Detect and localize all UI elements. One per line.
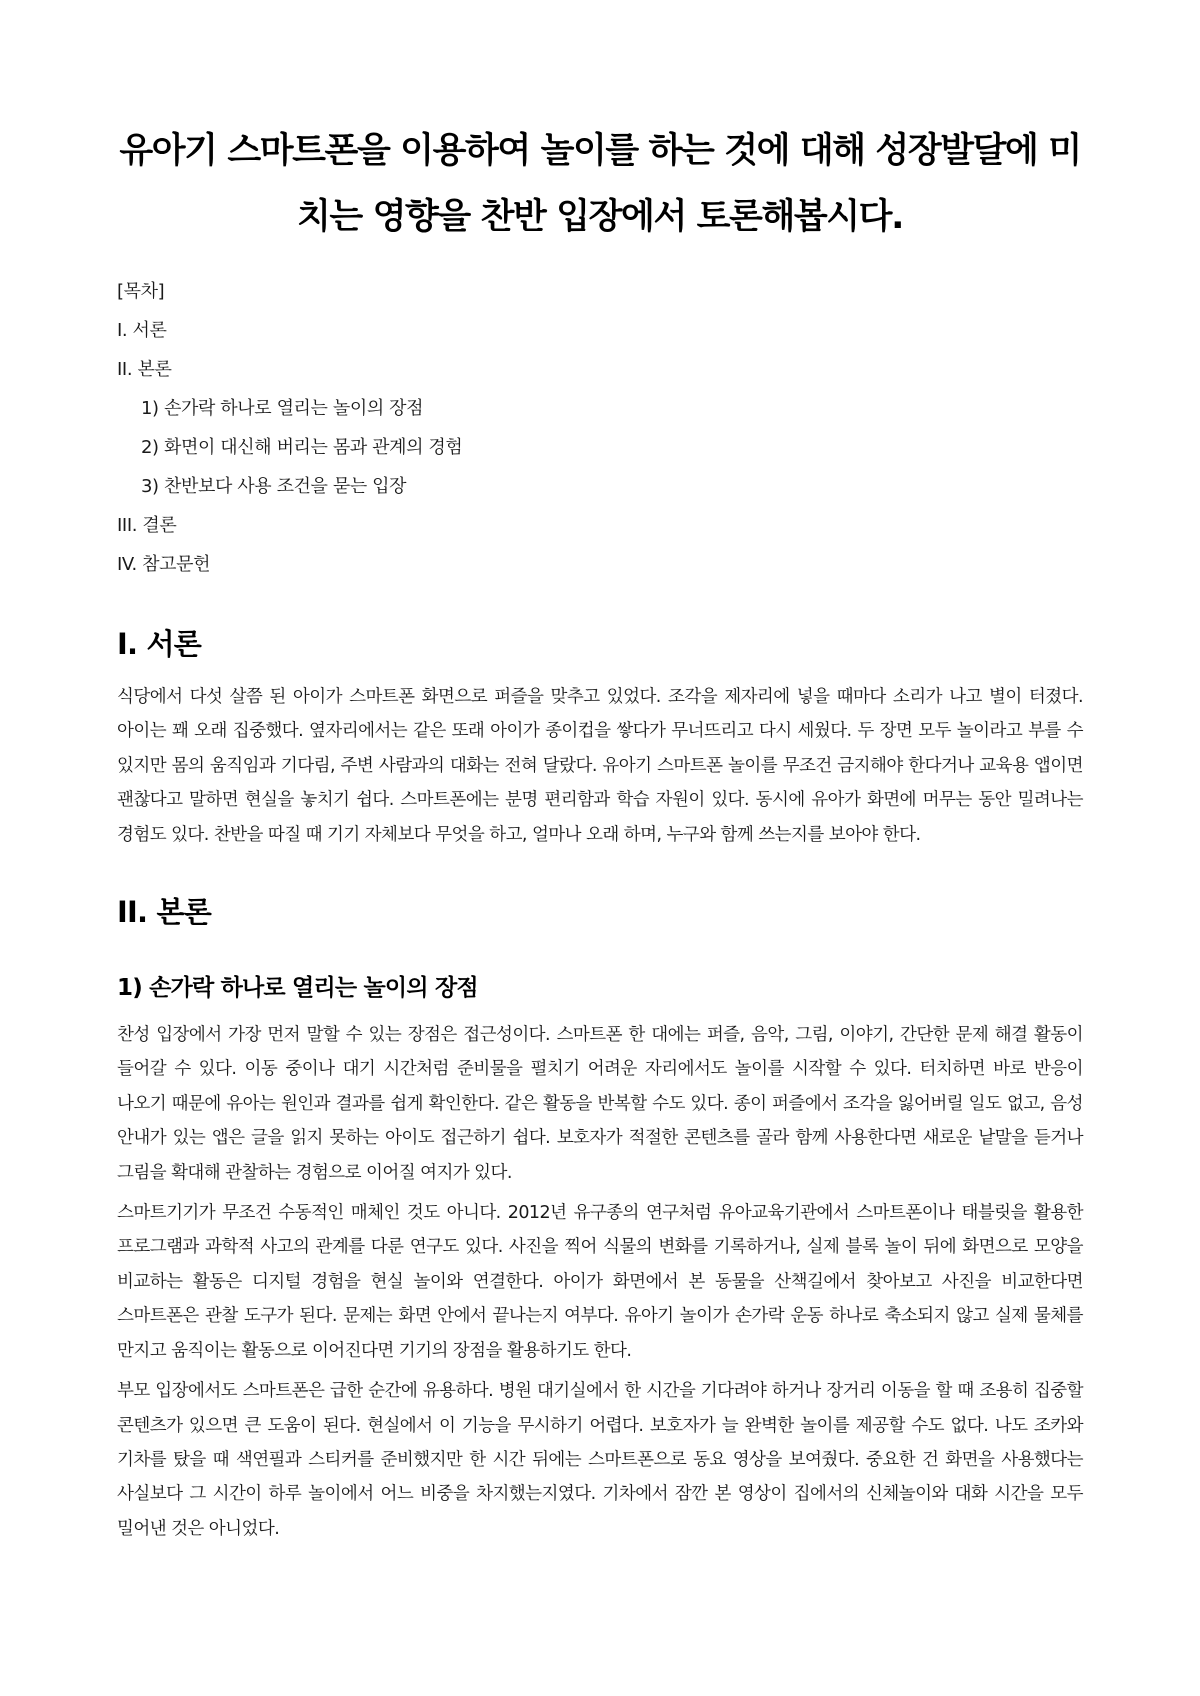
toc-item-body: II. 본론 xyxy=(117,359,172,380)
toc-label: [목차] xyxy=(117,281,165,302)
toc-item-conclusion: III. 결론 xyxy=(117,515,177,536)
table-of-contents xyxy=(117,272,1083,584)
toc-subitem-advantages: 1) 손가락 하나로 열리는 놀이의 장점 xyxy=(141,398,424,419)
body-paragraph: 찬성 입장에서 가장 먼저 말할 수 있는 장점은 접근성이다. 스마트폰 한 대에는 퍼즐, 음악, 그림, 이야기, 간단한 문제 해결 활동이 들어갈 수 있다. 이동 중이나 대기 시간처럼 준비물을 펼치기 어려운 자리에서도 놀이를 시작할 수 있다. 터치하면 바로 반응이 나오기 때문에 유아는 원인과 결과를 쉽게 확인한다. 같은 활동을 반복할 수도 있다. 종이 퍼즐에서 조각을 잃어버릴 일도 없고, 음성 안내가 있는 앱은 글을 읽지 못하는 아이도 접근하기 쉽다. 보호자가 적절한 콘텐츠를 골라 함께 사용한다면 새로운 낱말을 듣거나 그림을 확대해 관찰하는 경험으로 이어질 여지가 있다. xyxy=(117,1025,1083,1183)
toc-item-introduction: I. 서론 xyxy=(117,320,167,341)
body-paragraph: 스마트기기가 무조건 수동적인 매체인 것도 아니다. 2012년 유구종의 연구처럼 유아교육기관에서 스마트폰이나 태블릿을 활용한 프로그램과 과학적 사고의 관계를 다룬 연구도 있다. 사진을 찍어 식물의 변화를 기록하거나, 실제 블록 놀이 뒤에 화면으로 모양을 비교하는 활동은 디지털 경험을 현실 놀이와 연결한다. 아이가 화면에서 본 동물을 산책길에서 찾아보고 사진을 비교한다면 스마트폰은 관찰 도구가 된다. 문제는 화면 안에서 끝나는지 여부다. 유아기 놀이가 손가락 운동 하나로 축소되지 않고 실제 물체를 만지고 움직이는 활동으로 이어진다면 기기의 장점을 활용하기도 한다. xyxy=(117,1203,1083,1361)
toc-item-references: IV. 참고문헌 xyxy=(117,554,211,575)
introduction-paragraph: 식당에서 다섯 살쯤 된 아이가 스마트폰 화면으로 퍼즐을 맞추고 있었다. 조각을 제자리에 넣을 때마다 소리가 나고 별이 터졌다. 아이는 꽤 오래 집중했다. 옆자리에서는 같은 또래 아이가 종이컵을 쌓다가 무너뜨리고 다시 세웠다. 두 장면 모두 놀이라고 부를 수 있지만 몸의 움직임과 기다림, 주변 사람과의 대화는 전혀 달랐다. 유아기 스마트폰 놀이를 무조건 금지해야 한다거나 교육용 앱이면 괜찮다고 말하면 현실을 놓치기 쉽다. 스마트폰에는 분명 편리함과 학습 자원이 있다. 동시에 유아가 화면에 머무는 동안 밀려나는 경험도 있다. 찬반을 따질 때 기기 자체보다 무엇을 하고, 얼마나 오래 하며, 누구와 함께 쓰는지를 보아야 한다. xyxy=(117,687,1083,845)
toc-subitem-usage-conditions: 3) 찬반보다 사용 조건을 묻는 입장 xyxy=(141,476,407,497)
body-heading: II. 본론 xyxy=(117,895,211,930)
introduction-heading: I. 서론 xyxy=(117,627,201,661)
body-paragraph: 부모 입장에서도 스마트폰은 급한 순간에 유용하다. 병원 대기실에서 한 시간을 기다려야 하거나 장거리 이동을 할 때 조용히 집중할 콘텐츠가 있으면 큰 도움이 된다. 현실에서 이 기능을 무시하기 어렵다. 보호자가 늘 완벽한 놀이를 제공할 수도 없다. 나도 조카와 기차를 탔을 때 색연필과 스티커를 준비했지만 한 시간 뒤에는 스마트폰으로 동요 영상을 보여줬다. 중요한 건 화면을 사용했다는 사실보다 그 시간이 하루 놀이에서 어느 비중을 차지했는지였다. 기차에서 잠깐 본 영상이 집에서의 신체놀이와 대화 시간을 모두 밀어낸 것은 아니었다. xyxy=(117,1381,1083,1539)
document-page xyxy=(117,118,1083,1546)
document-title: 유아기 스마트폰을 이용하여 놀이를 하는 것에 대해 성장발달에 미치는 영향을 찬반 입장에서 토론해봅시다. xyxy=(119,131,1081,237)
toc-subitem-screen-experience: 2) 화면이 대신해 버리는 몸과 관계의 경험 xyxy=(141,437,463,458)
advantages-subheading: 1) 손가락 하나로 열리는 놀이의 장점 xyxy=(117,975,478,1002)
